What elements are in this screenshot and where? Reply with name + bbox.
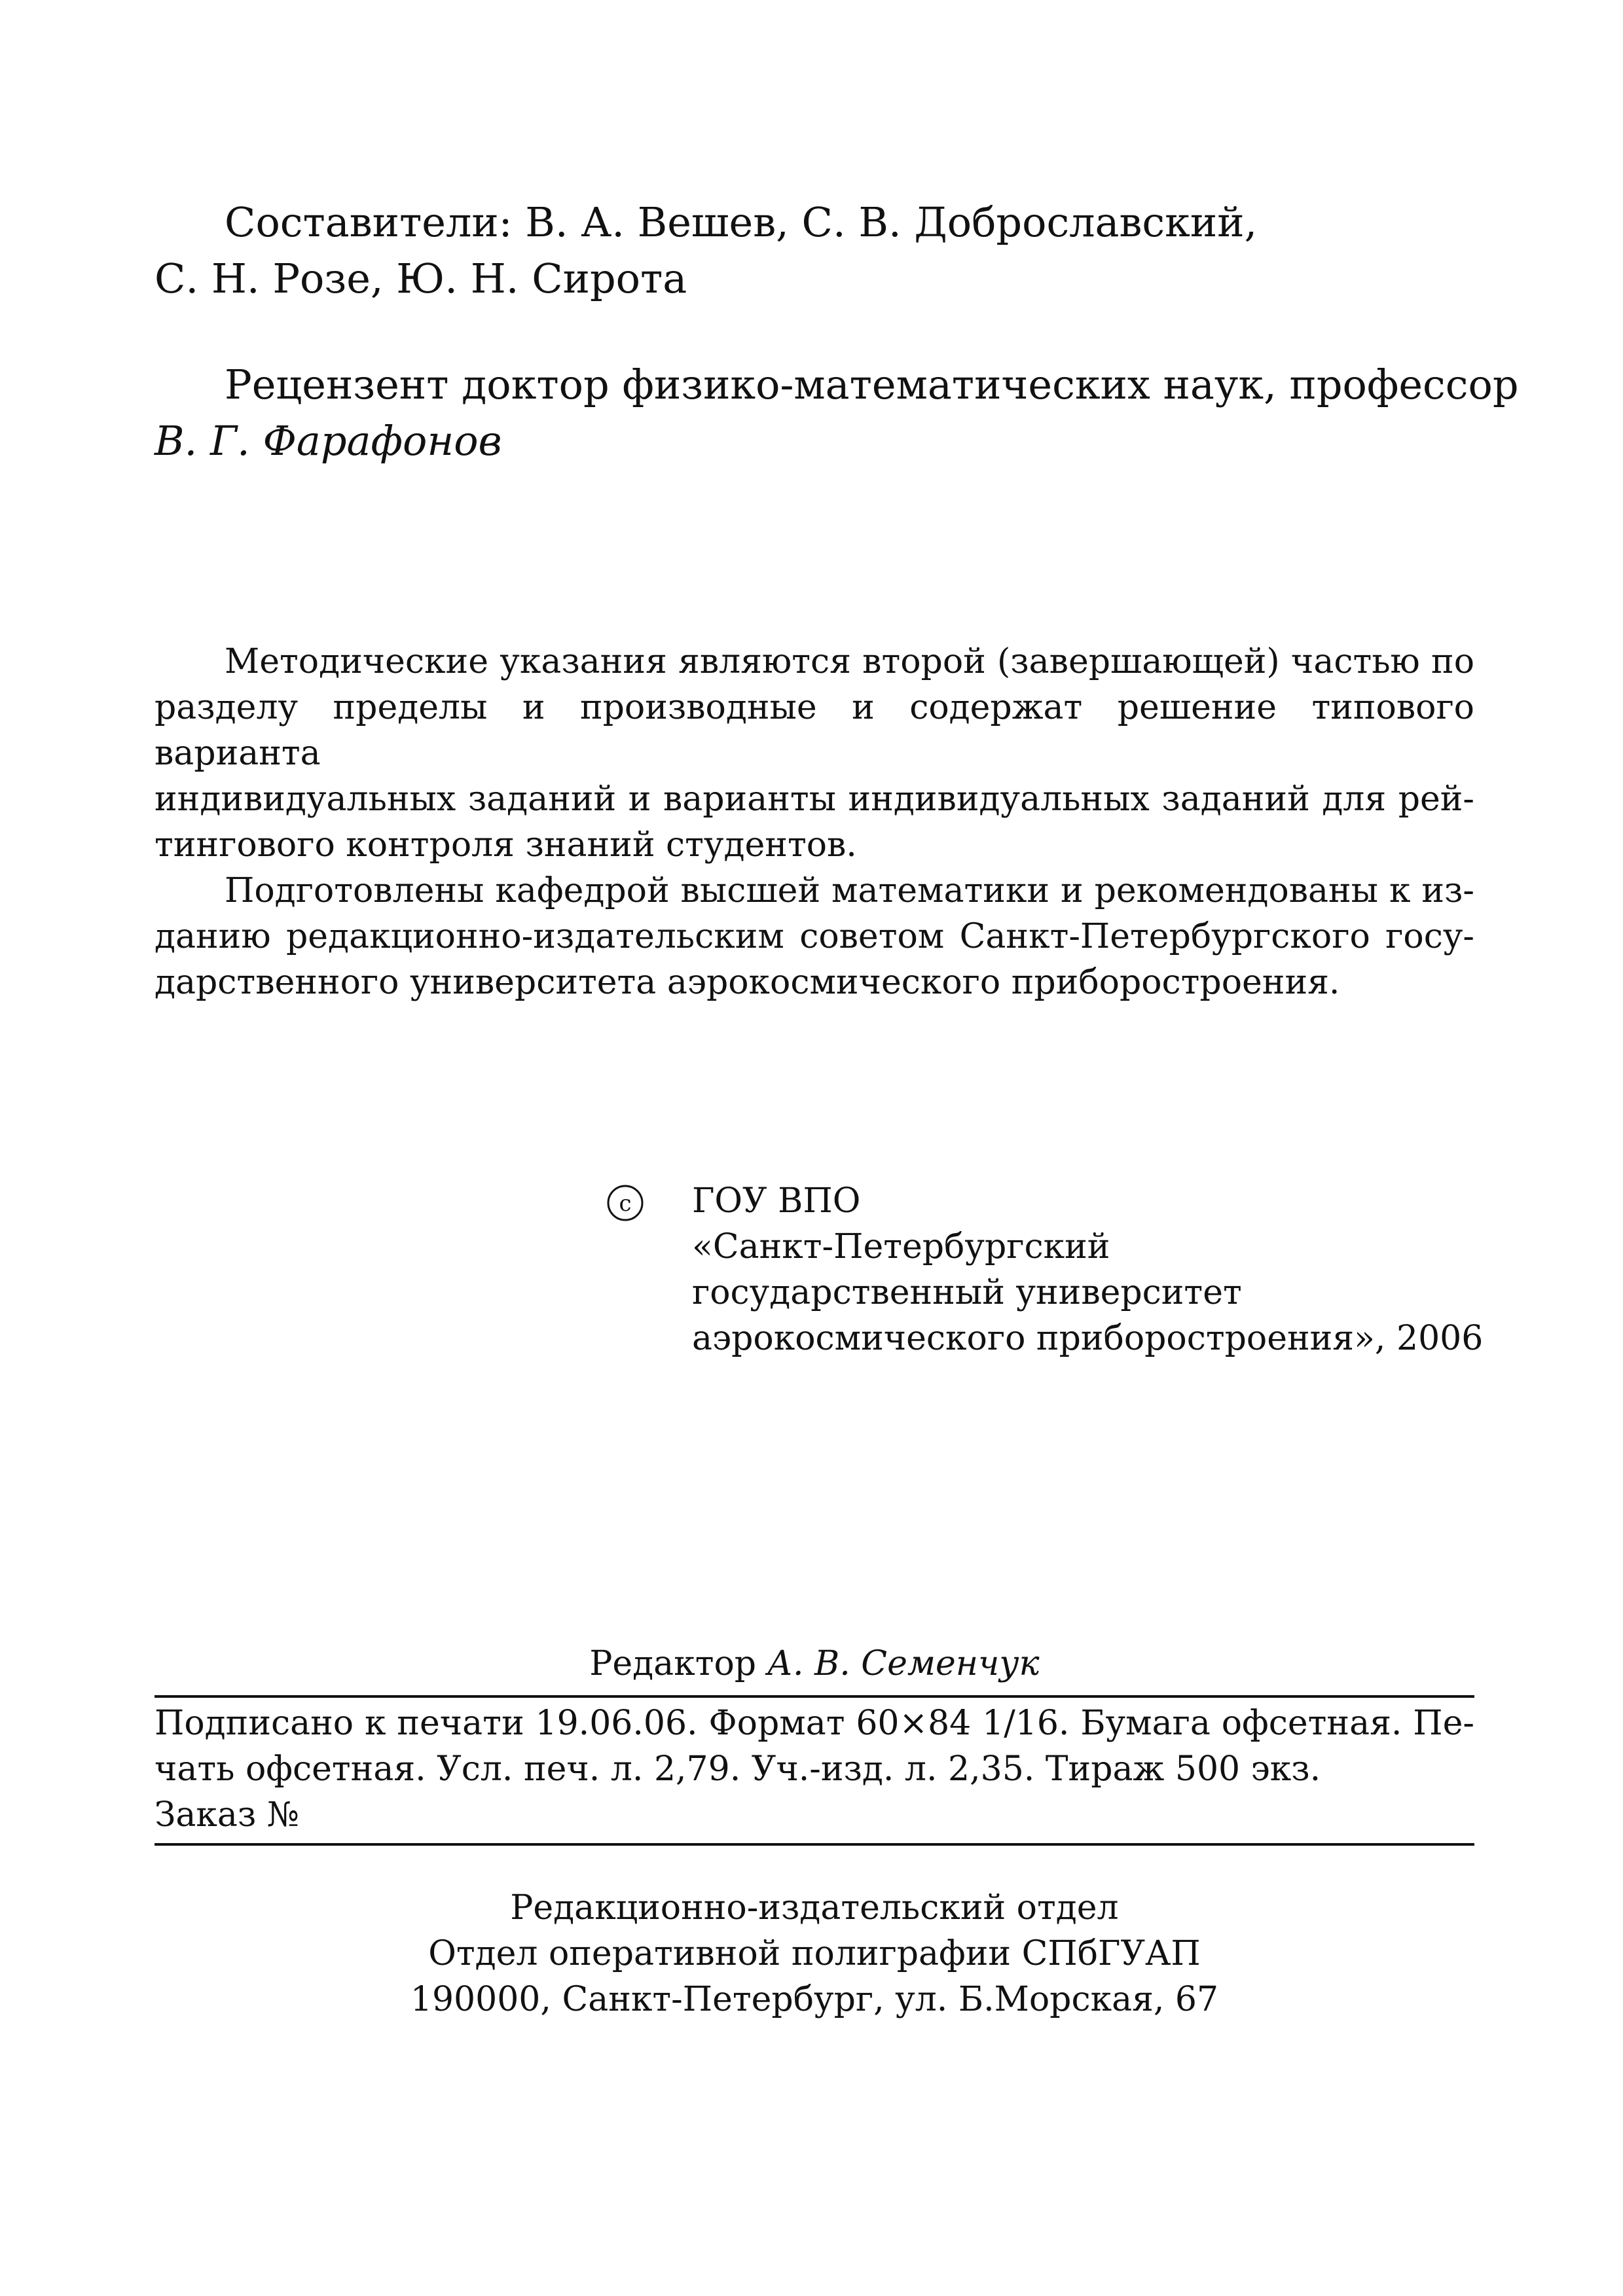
reviewer-name: В. Г. Фарафонов bbox=[155, 417, 502, 465]
copyright-sign bbox=[606, 1178, 645, 1223]
publisher-line: 190000, Санкт-Петербург, ул. Б.Морская, 67 bbox=[410, 1980, 1219, 2019]
editor-label: Редактор bbox=[589, 1644, 757, 1683]
copyright-line: аэрокосмического приборостроения», 2006 bbox=[692, 1319, 1484, 1358]
imprint-block bbox=[155, 1700, 1474, 1838]
imprint-line: Заказ № bbox=[155, 1795, 299, 1835]
publisher-line: Редакционно-издательский отдел bbox=[510, 1888, 1119, 1928]
abstract-line: данию редакционно-издательским советом Санкт-Петербургского госу- bbox=[155, 917, 1474, 956]
copyright-icon bbox=[606, 1183, 645, 1223]
abstract-line: тингового контроля знаний студентов. bbox=[155, 825, 857, 865]
abstract-line: дарственного университета аэрокосмического приборостроения. bbox=[155, 963, 1340, 1002]
abstract-block bbox=[155, 639, 1474, 1005]
reviewer-line: Рецензент доктор физико-математических наук, профессор bbox=[225, 361, 1519, 408]
imprint-line: чать офсетная. Усл. печ. л. 2,79. Уч.-изд. л. 2,35. Тираж 500 экз. bbox=[155, 1749, 1321, 1789]
abstract-line: Подготовлены кафедрой высшей математики и рекомендованы к из- bbox=[225, 871, 1474, 910]
copyright-line: «Санкт-Петербургский bbox=[692, 1227, 1110, 1266]
abstract-line: разделу пределы и производные и содержат решение типового варианта bbox=[155, 688, 1474, 773]
svg-text:c: c bbox=[619, 1191, 632, 1217]
bottom-divider bbox=[155, 1843, 1474, 1846]
publisher-block bbox=[155, 1885, 1474, 2022]
compilers-line-2: С. Н. Розе, Ю. Н. Сирота bbox=[155, 255, 687, 302]
editor-name: А. В. Семенчук bbox=[767, 1644, 1040, 1683]
abstract-line: индивидуальных заданий и варианты индивидуальных заданий для рей- bbox=[155, 780, 1474, 819]
copyright-block bbox=[692, 1178, 1483, 1361]
compilers-line-1: Составители: В. А. Вешев, С. В. Доброславский, bbox=[225, 198, 1258, 246]
imprint-line: Подписано к печати 19.06.06. Формат 60×84 1/16. Бумага офсетная. Пе- bbox=[155, 1704, 1474, 1743]
editor-line bbox=[155, 1641, 1474, 1687]
copyright-line: государственный университет bbox=[692, 1273, 1242, 1312]
publisher-line: Отдел оперативной полиграфии СПбГУАП bbox=[428, 1934, 1201, 1973]
top-divider bbox=[155, 1695, 1474, 1698]
abstract-line: Методические указания являются второй (завершающей) частью по bbox=[225, 642, 1474, 681]
copyright-line: ГОУ ВПО bbox=[692, 1181, 861, 1221]
